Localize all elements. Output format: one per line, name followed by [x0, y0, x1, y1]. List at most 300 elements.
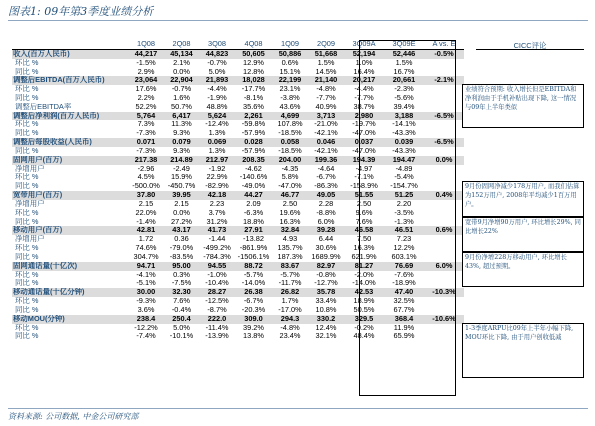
value-cell: 81.27 [344, 262, 384, 271]
value-cell: 44,823 [199, 49, 235, 58]
row-label: 同比 % [15, 279, 39, 288]
value-cell: 16.3% [279, 217, 301, 226]
value-cell: -47.0% [352, 146, 376, 155]
variance-cell [424, 218, 464, 227]
value-cell: -8.1% [243, 93, 264, 102]
variance-cell [424, 165, 464, 174]
table-row-growth [12, 182, 464, 191]
value-cell: -4.97 [355, 164, 373, 173]
value-cell: -1.5% [136, 58, 156, 67]
value-cell: 6.0% [317, 217, 335, 226]
value-cell: -13.82 [243, 235, 264, 244]
value-cell: 0.36 [174, 235, 189, 244]
value-cell: 2.1% [173, 58, 190, 67]
value-cell: 2,980 [344, 112, 384, 121]
value-cell: -12.7% [314, 279, 338, 288]
value-cell: 2.50 [356, 199, 372, 208]
value-cell: 27.2% [171, 217, 192, 226]
value-cell: -4.62 [245, 164, 262, 173]
value-cell: 7.50 [356, 235, 372, 244]
value-cell: -1.92 [208, 164, 226, 173]
value-cell: 12.8% [243, 67, 264, 76]
value-cell: 1.6% [173, 93, 190, 102]
value-cell: -47.0% [278, 182, 302, 191]
value-cell: 39.95 [164, 191, 199, 200]
value-cell: 9.3% [173, 146, 190, 155]
value-cell: 22.0% [135, 208, 157, 217]
table-row-growth [12, 253, 464, 262]
value-cell: 44.27 [235, 191, 272, 200]
value-cell: -79.0% [169, 244, 194, 253]
value-cell: 2.50 [282, 199, 298, 208]
row-label: 净增用户 [15, 199, 45, 208]
value-cell: 23.1% [279, 85, 301, 94]
value-cell: 15.1% [279, 67, 301, 76]
value-cell: 250.4 [164, 315, 199, 324]
value-cell: 9.6% [355, 208, 373, 217]
value-cell: -5.1% [136, 279, 156, 288]
value-cell: 27.91 [235, 226, 272, 235]
value-cell: 46.58 [344, 226, 384, 235]
value-cell: 11.3% [171, 120, 192, 129]
row-label: 宽带用户(百万) [12, 191, 128, 200]
value-cell: 49.05 [308, 191, 344, 200]
value-cell: 94.71 [128, 262, 164, 271]
value-cell: -11.7% [278, 279, 302, 288]
value-cell: -4.35 [281, 164, 299, 173]
value-cell: -4.4% [354, 85, 374, 94]
variance-cell [424, 306, 464, 315]
value-cell: 12.2% [393, 244, 415, 253]
value-cell: -14.0% [352, 279, 376, 288]
value-cell: -7.6% [394, 270, 414, 279]
table-row-growth [12, 85, 464, 94]
table-row-metric [12, 315, 464, 324]
title-divider [8, 20, 588, 21]
value-cell: 52,446 [384, 49, 424, 58]
value-cell: 82.97 [308, 262, 344, 271]
value-cell: 30.6% [315, 244, 337, 253]
value-cell: -861.9% [239, 244, 268, 253]
value-cell: 1.5% [317, 58, 335, 67]
table-row-growth [12, 173, 464, 182]
value-cell: -42.1% [314, 146, 338, 155]
table-row-growth [12, 67, 464, 76]
value-cell: -21.0% [314, 120, 338, 129]
value-cell: -9.3% [136, 297, 156, 306]
row-label: 固网通话量(十亿次) [12, 262, 128, 271]
value-cell: 74.6% [135, 244, 157, 253]
value-cell: -4.8% [280, 323, 300, 332]
value-cell: -0.8% [316, 270, 336, 279]
value-cell: 22,904 [164, 76, 199, 85]
value-cell: 12.9% [243, 58, 264, 67]
row-label: 净增用户 [15, 235, 45, 244]
value-cell: 40.9% [315, 102, 337, 111]
header-period-cell: 3Q09E [384, 40, 424, 49]
value-cell: 45,134 [164, 49, 199, 58]
value-cell: 42.81 [128, 226, 164, 235]
table-row-growth [12, 297, 464, 306]
table-row-metric [12, 156, 464, 165]
value-cell: 187.3% [277, 252, 303, 261]
variance-cell [424, 332, 464, 341]
value-cell: 94.55 [199, 262, 235, 271]
value-cell: -20.3% [241, 305, 266, 314]
value-cell: 7.3% [137, 120, 155, 129]
variance-cell [424, 94, 464, 103]
value-cell: 50,886 [272, 49, 308, 58]
value-cell: 51,668 [308, 49, 344, 58]
value-cell: 0.0% [173, 67, 190, 76]
variance-cell [424, 253, 464, 262]
value-cell: 35.78 [308, 288, 344, 297]
value-cell: 2.09 [246, 199, 261, 208]
value-cell: -2.96 [137, 164, 155, 173]
value-cell: 50.5% [353, 305, 375, 314]
value-cell: 9.3% [173, 129, 190, 138]
row-label: 同比 % [15, 217, 39, 226]
table-row-growth [12, 324, 464, 333]
value-cell: -12.2% [134, 323, 158, 332]
value-cell: 330.2 [308, 315, 344, 324]
value-cell: 194.47 [384, 156, 424, 165]
table-row-growth [12, 200, 464, 209]
value-cell: 1.7% [281, 297, 299, 306]
value-cell: 304.7% [133, 252, 159, 261]
value-cell: 50,605 [235, 49, 272, 58]
table-row-growth [12, 218, 464, 227]
value-cell: 42.18 [199, 191, 235, 200]
value-cell: -7.7% [354, 93, 374, 102]
value-cell: 18,028 [235, 76, 272, 85]
cicc-comment-header: CICC评论 [476, 40, 584, 50]
value-cell: -14.0% [241, 279, 266, 288]
row-label: 移动用户(百万) [12, 226, 128, 235]
value-cell: -1.0% [207, 270, 227, 279]
value-cell: -0.7% [171, 85, 192, 94]
value-cell: 12.4% [315, 323, 337, 332]
header-period-cell: 1Q09 [272, 40, 308, 49]
value-cell: -4.64 [317, 164, 335, 173]
value-cell: 0.079 [164, 138, 199, 147]
variance-cell [424, 67, 464, 76]
header-period-cell: 4Q08 [235, 40, 272, 49]
value-cell: -158.9% [350, 182, 378, 191]
value-cell: 2.2% [137, 93, 155, 102]
table-row-growth [12, 279, 464, 288]
value-cell: -18.5% [278, 146, 302, 155]
value-cell: 2.15 [138, 199, 154, 208]
value-cell: 13.8% [243, 332, 264, 341]
value-cell: -3.8% [280, 93, 300, 102]
value-cell: 3.7% [208, 208, 226, 217]
value-cell: 0.071 [128, 138, 164, 147]
value-cell: -2.0% [354, 270, 374, 279]
value-cell: -7.1% [354, 173, 374, 182]
table-row-growth [12, 271, 464, 280]
value-cell: -5.7% [243, 270, 264, 279]
value-cell: -7.3% [136, 129, 156, 138]
value-cell: 3,188 [384, 112, 424, 121]
row-label: 固网用户(百万) [12, 156, 128, 165]
value-cell: 32.1% [315, 332, 337, 341]
value-cell: -7.4% [136, 332, 156, 341]
variance-cell: -10.6% [424, 315, 464, 324]
value-cell: 39.2% [243, 323, 264, 332]
value-cell: 47.40 [384, 288, 424, 297]
value-cell: 217.38 [128, 156, 164, 165]
value-cell: -5.4% [394, 173, 414, 182]
table-row-growth [12, 306, 464, 315]
value-cell: 7.23 [396, 235, 412, 244]
table-row-metric [12, 191, 464, 200]
row-label: 净增用户 [15, 164, 45, 173]
row-label: 环比 % [15, 58, 39, 67]
value-cell: 14.5% [315, 67, 337, 76]
value-cell: -5.6% [394, 93, 414, 102]
table-row-growth [12, 147, 464, 156]
header-period-cell: 3Q08 [199, 40, 235, 49]
value-cell: -42.1% [314, 129, 338, 138]
value-cell: 19.6% [279, 208, 301, 217]
value-cell: 2.28 [318, 199, 334, 208]
row-label: 移动MOU(分钟) [12, 315, 128, 324]
value-cell: 208.35 [235, 156, 272, 165]
value-cell: 32.5% [393, 297, 415, 306]
row-label: 调整后EBITDA率 [15, 102, 72, 111]
value-cell: -47.0% [352, 129, 376, 138]
table-row-growth [12, 209, 464, 218]
value-cell: 4.5% [137, 173, 155, 182]
row-label: 同比 % [15, 182, 39, 191]
value-cell: 88.72 [235, 262, 272, 271]
value-cell: 83.67 [272, 262, 308, 271]
value-cell: 212.97 [199, 156, 235, 165]
value-cell: 238.4 [128, 315, 164, 324]
value-cell: -3.5% [394, 208, 414, 217]
value-cell: -1.4% [136, 217, 156, 226]
value-cell: 37.80 [128, 191, 164, 200]
row-label: 环比 % [15, 85, 39, 94]
value-cell: 21,140 [308, 76, 344, 85]
value-cell: -2.3% [394, 85, 414, 94]
value-cell: 51.25 [384, 191, 424, 200]
value-cell: 48.4% [353, 332, 375, 341]
value-cell: 26.38 [235, 288, 272, 297]
variance-cell: 0.4% [424, 191, 464, 200]
source-note: 资料来源: 公司数据, 中金公司研究部 [8, 412, 139, 421]
figure-title: 图表1: 09年第3季度业绩分析 [8, 5, 154, 18]
table-row-metric [12, 138, 464, 147]
row-label: 环比 % [15, 208, 39, 217]
table-row-growth [12, 59, 464, 68]
row-label: 同比 % [15, 252, 39, 261]
value-cell: 20,661 [384, 76, 424, 85]
table-row-growth [12, 235, 464, 244]
value-cell: 0.028 [235, 138, 272, 147]
value-cell: 16.4% [353, 67, 375, 76]
value-cell: 51.55 [344, 191, 384, 200]
header-period-cell: 2Q08 [164, 40, 199, 49]
value-cell: -13.9% [205, 332, 229, 341]
value-cell: 43.6% [279, 102, 301, 111]
table-row-growth [12, 94, 464, 103]
variance-cell: 6.0% [424, 262, 464, 271]
table-row-growth [12, 165, 464, 174]
value-cell: 0.069 [199, 138, 235, 147]
row-label: 调整后净利润(百万人民币) [12, 112, 128, 121]
value-cell: -499.2% [203, 244, 231, 253]
value-cell: 32.30 [164, 288, 199, 297]
value-cell: -8.8% [316, 208, 336, 217]
results-table [12, 40, 464, 341]
table-row-growth [12, 129, 464, 138]
value-cell: 48.8% [206, 102, 228, 111]
value-cell: 309.0 [235, 315, 272, 324]
value-cell: 28.27 [199, 288, 235, 297]
value-cell: -57.9% [241, 129, 266, 138]
value-cell: 17.6% [135, 85, 157, 94]
variance-cell [424, 271, 464, 280]
value-cell: 52.2% [135, 102, 157, 111]
value-cell: 18.8% [243, 217, 264, 226]
value-cell: 222.0 [199, 315, 235, 324]
value-cell: -784.3% [203, 252, 231, 261]
variance-cell: -2.1% [424, 76, 464, 85]
value-cell: 199.36 [308, 156, 344, 165]
value-cell: -7.7% [316, 93, 336, 102]
value-cell: 1.5% [395, 58, 413, 67]
value-cell: 214.89 [164, 156, 199, 165]
value-cell: 23.4% [279, 332, 301, 341]
cicc-comment-arpu: 1-3季度ARPU比09年上半年小幅下降, MOU环比下降, 由于用户创收低减 [462, 323, 584, 378]
value-cell: -19.7% [352, 120, 376, 129]
value-cell: -17.0% [278, 305, 302, 314]
variance-cell [424, 147, 464, 156]
value-cell: 0.058 [272, 138, 308, 147]
value-cell: 16.3% [353, 244, 375, 253]
table-row-growth [12, 332, 464, 341]
value-cell: 10.8% [315, 305, 337, 314]
value-cell: 76.69 [384, 262, 424, 271]
variance-cell [424, 59, 464, 68]
value-cell: 38.7% [353, 102, 375, 111]
value-cell: 22,199 [272, 76, 308, 85]
value-cell: -17.7% [241, 85, 266, 94]
variance-cell [424, 182, 464, 191]
value-cell: -83.5% [169, 252, 194, 261]
row-label: 同比 % [15, 146, 39, 155]
variance-cell [424, 120, 464, 129]
variance-cell [424, 297, 464, 306]
table-row-metric [12, 288, 464, 297]
row-label: 环比 % [15, 297, 39, 306]
value-cell: -1.9% [207, 93, 227, 102]
value-cell: -12.5% [205, 297, 229, 306]
header-period-cell: 3Q09A [344, 40, 384, 49]
value-cell: -4.89 [395, 164, 413, 173]
value-cell: 52,194 [344, 49, 384, 58]
value-cell: 67.7% [393, 305, 415, 314]
value-cell: 2.20 [396, 199, 412, 208]
header-period-cell: A vs. E [424, 40, 464, 49]
variance-cell: 0.6% [424, 226, 464, 235]
value-cell: 22.9% [206, 173, 228, 182]
value-cell: 294.3 [272, 315, 308, 324]
value-cell: 33.4% [315, 297, 337, 306]
value-cell: 3.6% [137, 305, 155, 314]
value-cell: -6.7% [316, 173, 336, 182]
value-cell: 6.44 [318, 235, 334, 244]
row-label: 同比 % [15, 67, 39, 76]
value-cell: 46.51 [384, 226, 424, 235]
value-cell: 2.9% [137, 67, 155, 76]
value-cell: -5.7% [280, 270, 300, 279]
row-label: 环比 % [15, 323, 39, 332]
value-cell: 30.00 [128, 288, 164, 297]
value-cell: 43.17 [164, 226, 199, 235]
table-row-growth [12, 120, 464, 129]
value-cell: 95.00 [164, 262, 199, 271]
value-cell: -49.0% [241, 182, 266, 191]
value-cell: 194.39 [344, 156, 384, 165]
value-cell: 3,713 [308, 112, 344, 121]
row-label: 调整后每股收益(人民币) [12, 138, 128, 147]
row-label: 移动通话量(十亿分钟) [12, 288, 128, 297]
value-cell: 39.28 [308, 226, 344, 235]
table-row-metric [12, 76, 464, 85]
value-cell: 35.6% [243, 102, 264, 111]
value-cell: 21,893 [199, 76, 235, 85]
variance-cell: 0.0% [424, 156, 464, 165]
variance-cell: -6.5% [424, 112, 464, 121]
variance-cell [424, 235, 464, 244]
value-cell: 4.93 [282, 235, 298, 244]
value-cell: 329.5 [344, 315, 384, 324]
variance-cell [424, 173, 464, 182]
row-label: 收入(百万人民币) [12, 49, 128, 58]
value-cell: 2,261 [235, 112, 272, 121]
value-cell: 1.72 [138, 235, 154, 244]
value-cell: 65.9% [393, 332, 415, 341]
variance-cell [424, 85, 464, 94]
value-cell: -57.9% [241, 146, 266, 155]
value-cell: 44,217 [128, 49, 164, 58]
value-cell: -43.3% [392, 146, 416, 155]
variance-cell [424, 209, 464, 218]
value-cell: 7.6% [355, 217, 373, 226]
value-cell: 4,699 [272, 112, 308, 121]
value-cell: -86.3% [314, 182, 338, 191]
value-cell: 5,624 [199, 112, 235, 121]
value-cell: -4.4% [207, 85, 227, 94]
row-label: 调整后EBITDA(百万人民币) [12, 76, 128, 85]
value-cell: 1689.9% [311, 252, 341, 261]
value-cell: 5.0% [208, 67, 226, 76]
value-cell: -18.9% [392, 279, 416, 288]
value-cell: -82.9% [205, 182, 229, 191]
value-cell: -6.3% [243, 208, 264, 217]
row-label: 环比 % [15, 244, 39, 253]
value-cell: -10.4% [205, 279, 229, 288]
value-cell: -0.2% [354, 323, 374, 332]
header-period-cell: 2Q09 [308, 40, 344, 49]
table-row-growth [12, 103, 464, 112]
value-cell: 7.6% [173, 297, 190, 306]
variance-cell: -0.5% [424, 49, 464, 58]
header-label-cell [12, 40, 128, 49]
